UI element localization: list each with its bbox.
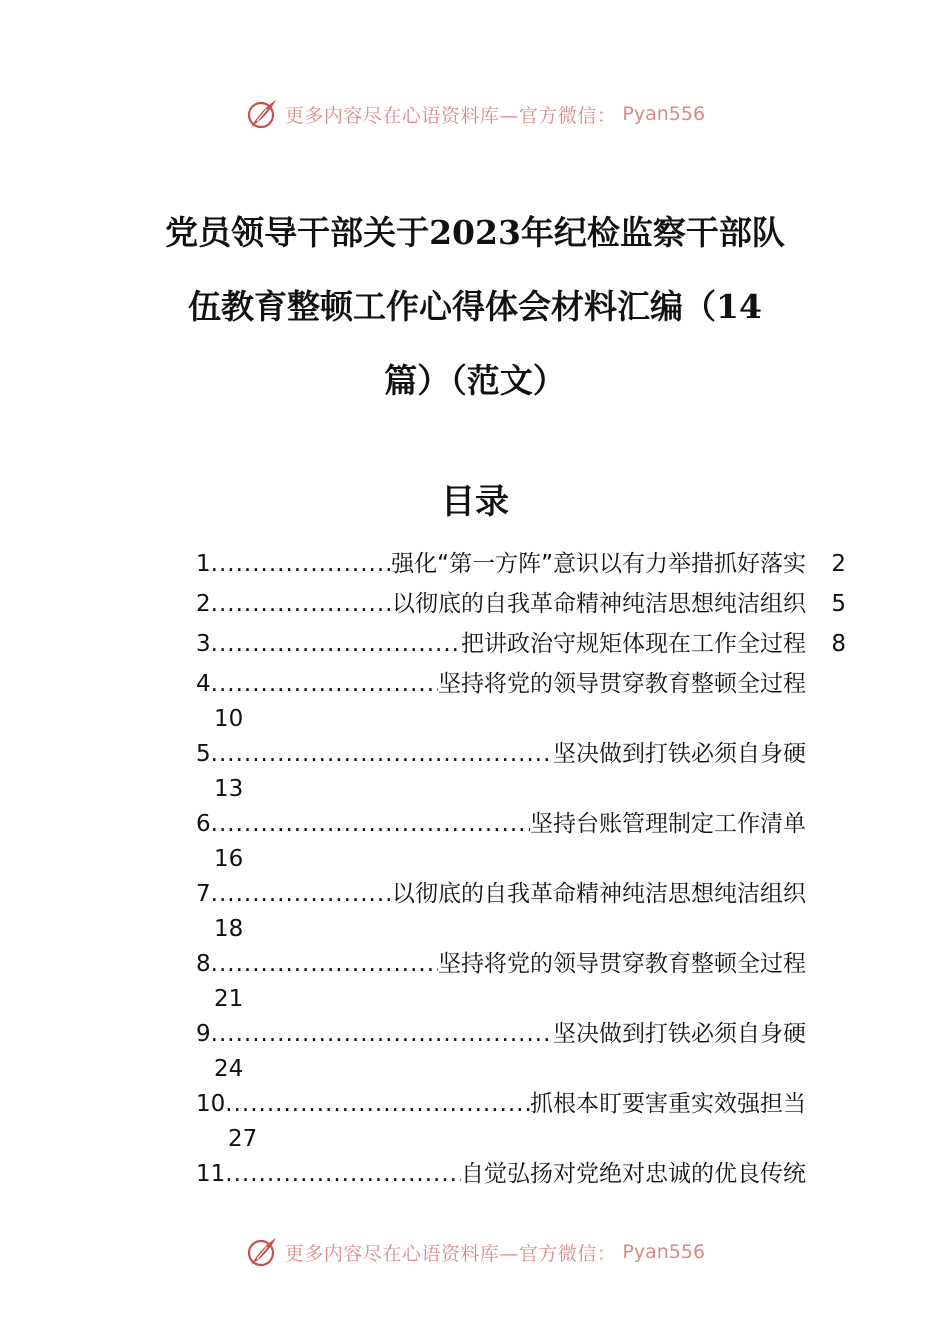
toc-entry[interactable] — [196, 1154, 846, 1194]
toc-entry-page: 24 — [214, 1056, 244, 1082]
toc-entry-number: 8 — [196, 951, 211, 977]
toc-entry-number: 4 — [196, 671, 211, 697]
header-watermark-banner — [0, 94, 950, 134]
toc-entry-title: 坚决做到打铁必须自身硬 — [553, 1021, 806, 1047]
toc-entry[interactable] — [196, 624, 846, 664]
toc-entry-page: 21 — [214, 986, 244, 1012]
toc-entry[interactable] — [196, 944, 846, 1014]
toc-entry[interactable] — [196, 1084, 846, 1154]
toc-entry-title: 强化“第一方阵”意识以有力举措抓好落实 — [391, 551, 806, 577]
toc-entry-page: 10 — [214, 706, 244, 732]
quill-logo-icon — [245, 97, 279, 131]
toc-entry[interactable] — [196, 1014, 846, 1084]
toc-entry-title: 以彻底的自我革命精神纯洁思想纯洁组织 — [392, 591, 806, 617]
title-line-2: 伍教育整顿工作心得体会材料汇编（14 — [188, 287, 762, 326]
toc-entry-title: 把讲政治守规矩体现在工作全过程 — [461, 631, 806, 657]
toc-entry[interactable] — [196, 544, 846, 584]
title-line-3: 篇）（范文） — [384, 361, 566, 400]
toc-entry-number: 9 — [196, 1021, 211, 1047]
toc-entry-number: 10 — [196, 1091, 226, 1117]
banner-wechat-id: Pyan556 — [622, 1241, 706, 1263]
toc-entry-title: 坚持台账管理制定工作清单 — [530, 811, 806, 837]
quill-logo-icon — [245, 1235, 279, 1269]
toc-entry-page: 16 — [214, 846, 244, 872]
toc-entry[interactable] — [196, 734, 846, 804]
toc-entry[interactable] — [196, 664, 846, 734]
toc-dot-leader — [211, 804, 530, 844]
toc-dot-leader — [211, 624, 461, 664]
toc-entry-number: 1 — [196, 551, 211, 577]
toc-dot-leader — [211, 734, 553, 774]
title-line-1: 党员领导干部关于2023年纪检监察干部队 — [165, 213, 785, 252]
banner-text: 更多内容尽在心语资料库—官方微信： — [284, 1242, 617, 1265]
toc-entry-title: 自觉弘扬对党绝对忠诚的优良传统 — [461, 1161, 806, 1187]
footer-watermark-banner — [0, 1232, 950, 1272]
toc-dot-leader — [211, 874, 392, 914]
toc-dot-leader — [211, 944, 438, 984]
toc-entry-title: 坚决做到打铁必须自身硬 — [553, 741, 806, 767]
toc-dot-leader — [225, 1084, 530, 1124]
toc-entry[interactable] — [196, 584, 846, 624]
toc-entry-title: 坚持将党的领导贯穿教育整顿全过程 — [438, 951, 806, 977]
toc-entry-page: 8 — [831, 631, 846, 657]
toc-entry-page: 18 — [214, 916, 244, 942]
toc-dot-leader — [225, 1154, 461, 1194]
toc-dot-leader — [211, 664, 438, 704]
banner-text: 更多内容尽在心语资料库—官方微信： — [284, 104, 617, 127]
toc-entry-page: 5 — [831, 591, 846, 617]
toc-entry-title: 坚持将党的领导贯穿教育整顿全过程 — [438, 671, 806, 697]
toc-entry-page: 13 — [214, 776, 244, 802]
toc-entry-number: 11 — [196, 1161, 226, 1187]
toc-heading: 目录 — [441, 482, 509, 522]
toc-entry-number: 6 — [196, 811, 211, 837]
toc-entry-title: 以彻底的自我革命精神纯洁思想纯洁组织 — [392, 881, 806, 907]
table-of-contents — [196, 544, 846, 1194]
toc-entry-number: 5 — [196, 741, 211, 767]
toc-entry[interactable] — [196, 874, 846, 944]
toc-entry[interactable] — [196, 804, 846, 874]
toc-dot-leader — [211, 544, 392, 584]
toc-entry-number: 7 — [196, 881, 211, 907]
toc-entry-number: 2 — [196, 591, 211, 617]
toc-entry-number: 3 — [196, 631, 211, 657]
toc-entry-title: 抓根本盯要害重实效强担当 — [530, 1091, 806, 1117]
banner-wechat-id: Pyan556 — [622, 103, 706, 125]
toc-entry-page: 2 — [831, 551, 846, 577]
toc-dot-leader — [211, 584, 392, 624]
toc-entry-page: 27 — [228, 1126, 258, 1152]
toc-dot-leader — [211, 1014, 553, 1054]
document-title — [100, 196, 850, 418]
